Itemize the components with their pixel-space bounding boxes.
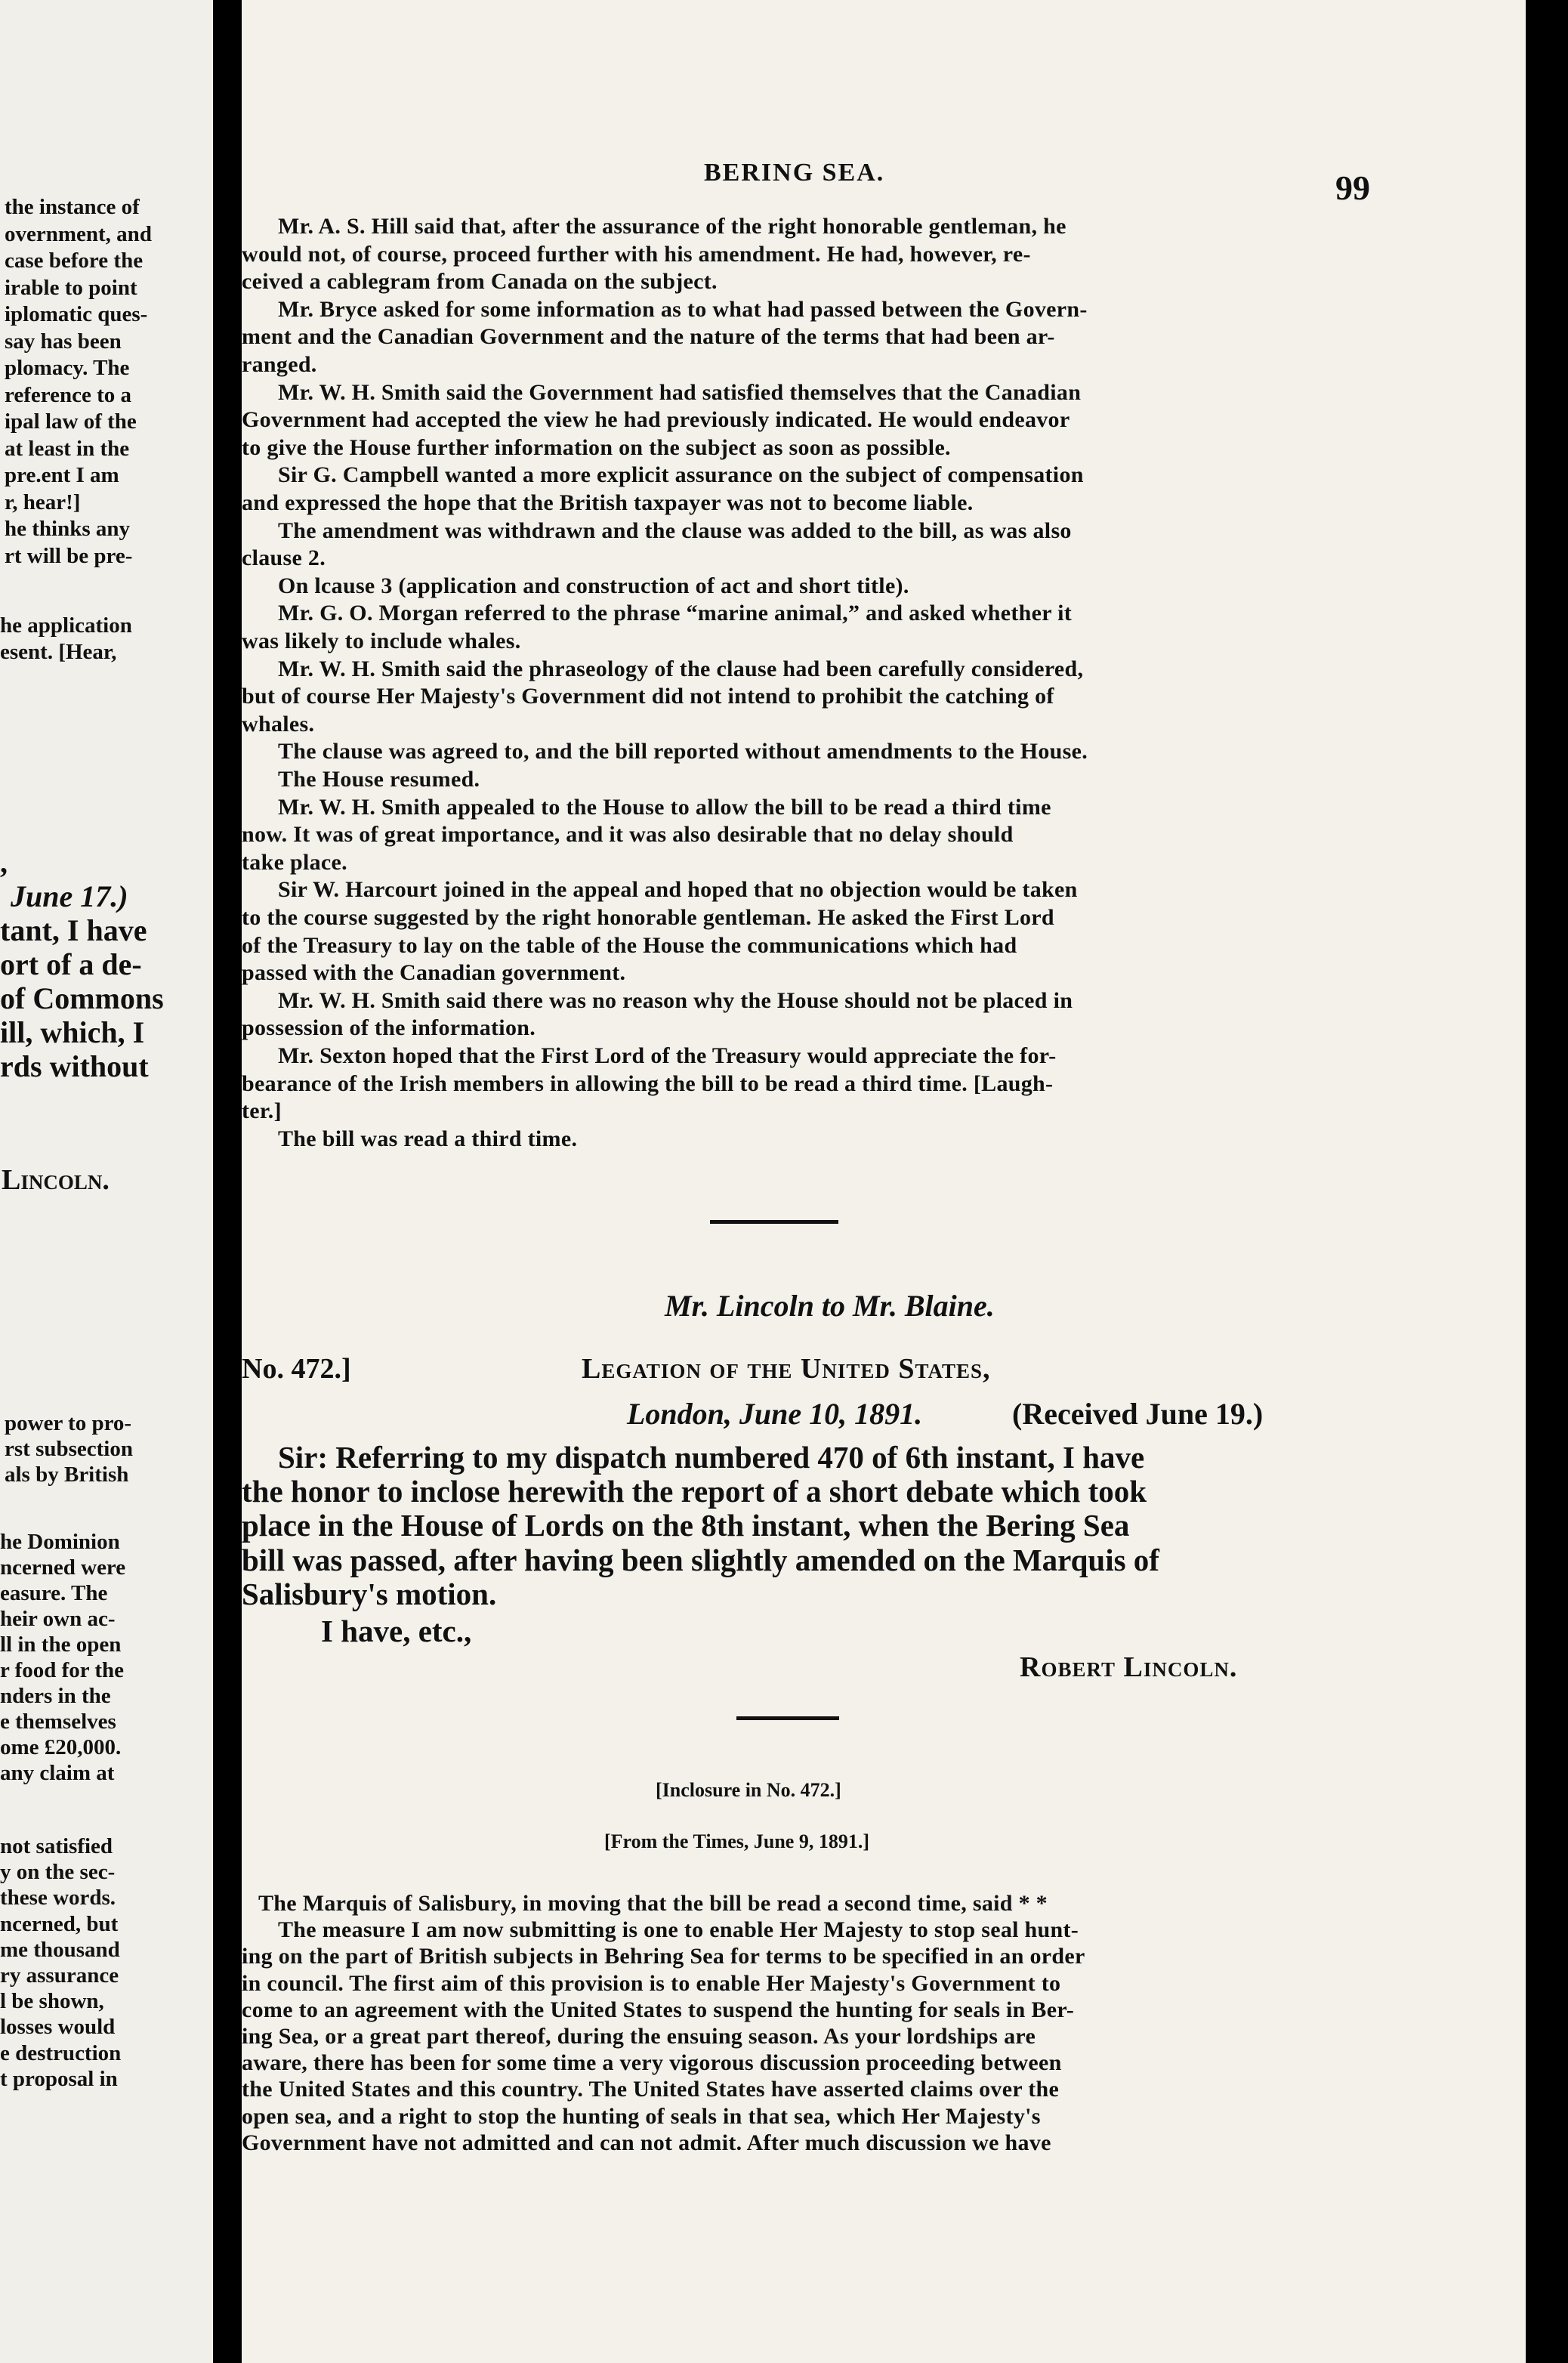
left-page-line: y on the sec-	[0, 1860, 116, 1885]
left-page-line: say has been	[5, 329, 122, 354]
debate-line: ment and the Canadian Government and the nature of the terms that had been ar-	[242, 324, 1055, 350]
debate-line: passed with the Canadian government.	[242, 960, 626, 986]
debate-line: possession of the information.	[242, 1015, 536, 1041]
running-head: BERING SEA.	[704, 159, 885, 187]
debate-line: whales.	[242, 711, 315, 737]
debate-line: of the Treasury to lay on the table of the House the communications which had	[242, 932, 1017, 958]
received-date: (Received June 19.)	[1012, 1397, 1264, 1431]
left-page-line: iplomatic ques-	[5, 302, 148, 326]
left-page-line: heir own ac-	[0, 1607, 116, 1631]
left-page-line: rt will be pre-	[5, 543, 133, 568]
debate-line: was likely to include whales.	[242, 629, 521, 653]
speech-line: The Marquis of Salisbury, in moving that the bill be read a second time, said * *	[258, 1891, 1048, 1916]
left-page-line: pre.ent I am	[5, 463, 119, 487]
speech-line: come to an agreement with the United States to suspend the hunting for seals in Ber-	[242, 1997, 1075, 2022]
page-number: 99	[1335, 168, 1370, 207]
debate-line: Mr. W. H. Smith said the Government had satisfied themselves that the Canadian	[278, 379, 1082, 405]
debate-line: Mr. W. H. Smith said there was no reason why the House should not be placed in	[278, 987, 1073, 1013]
left-page-line: r food for the	[0, 1658, 125, 1682]
debate-line: Sir G. Campbell wanted a more explicit assurance on the subject of compensation	[278, 462, 1084, 488]
left-page-line: he thinks any	[5, 517, 131, 541]
left-page-line: these words.	[0, 1886, 116, 1910]
dateline: London, June 10, 1891.	[627, 1397, 923, 1431]
debate-line: now. It was of great importance, and it was also desirable that no delay should	[242, 822, 1014, 848]
left-page-line: ipal law of the	[5, 409, 137, 434]
debate-line: clause 2.	[242, 545, 326, 571]
signature: Robert Lincoln.	[1020, 1651, 1238, 1683]
debate-line: and expressed the hope that the British taxpayer was not to become liable.	[242, 490, 974, 515]
left-page-line: ncerned were	[0, 1555, 126, 1580]
left-page-line: plomacy. The	[5, 356, 130, 380]
left-page-line: t proposal in	[0, 2066, 118, 2091]
left-page-signature: Lincoln.	[2, 1164, 110, 1196]
left-page-line: rds without	[0, 1049, 149, 1083]
debate-line: Government had accepted the view he had previously indicated. He would endeavor	[242, 407, 1070, 433]
debate-line: The clause was agreed to, and the bill reported without amendments to the House.	[278, 739, 1088, 764]
left-page-line: the instance of	[5, 195, 140, 219]
debate-line: take place.	[242, 849, 347, 875]
section-rule-2	[736, 1716, 839, 1720]
speech-line: open sea, and a right to stop the hunting of seals in that sea, which Her Majesty's	[242, 2103, 1041, 2129]
legation-line: Legation of the United States,	[582, 1353, 991, 1385]
left-page-line: nders in the	[0, 1684, 111, 1708]
debate-line: Mr. Sexton hoped that the First Lord of the Treasury would appreciate the for-	[278, 1043, 1057, 1068]
left-page-line: l be shown,	[0, 1989, 104, 2014]
debate-line: ceived a cablegram from Canada on the subject.	[242, 269, 718, 295]
debate-line: Sir W. Harcourt joined in the appeal and hoped that no objection would be taken	[278, 877, 1078, 903]
debate-line: but of course Her Majesty's Government did not intend to prohibit the catching of	[242, 684, 1054, 709]
left-page-line: r, hear!]	[5, 490, 81, 514]
left-page-line: ,	[0, 845, 8, 879]
debate-line: Mr. W. H. Smith appealed to the House to allow the bill to be read a third time	[278, 794, 1051, 820]
left-page-line: e themselves	[0, 1710, 116, 1734]
debate-line: On lcause 3 (application and construction of act and short title).	[278, 573, 909, 598]
debate-line: to the course suggested by the right honorable gentleman. He asked the First Lord	[242, 905, 1054, 930]
left-page-line: he application	[0, 613, 132, 638]
left-page-line: of Commons	[0, 981, 164, 1015]
letter-line: place in the House of Lords on the 8th instant, when the Bering Sea	[242, 1508, 1130, 1543]
left-page-line: irable to point	[5, 275, 137, 300]
left-page-line: any claim at	[0, 1761, 115, 1785]
left-page-line: e destruction	[0, 2040, 122, 2065]
debate-line: would not, of course, proceed further with his amendment. He had, however, re-	[242, 241, 1031, 267]
debate-line: Mr. A. S. Hill said that, after the assurance of the right honorable gentleman, he	[278, 214, 1066, 239]
speech-line: aware, there has been for some time a very vigorous discussion proceeding between	[242, 2050, 1062, 2076]
previous-page-strip	[0, 0, 213, 2363]
left-page-line: als by British	[5, 1463, 129, 1487]
speech-line: ing on the part of British subjects in Behring Sea for terms to be specified in an order	[242, 1944, 1085, 1969]
left-page-line: he Dominion	[0, 1530, 120, 1554]
left-page-line: not satisfied	[0, 1834, 113, 1858]
left-page-line: power to pro-	[5, 1411, 132, 1435]
page-99	[242, 0, 1526, 2363]
left-page-line: rst subsection	[5, 1437, 133, 1461]
debate-line: ranged.	[242, 352, 317, 377]
closing: I have, etc.,	[321, 1614, 472, 1648]
left-page-line: ort of a de-	[0, 947, 142, 981]
left-page-line: easure. The	[0, 1581, 108, 1605]
left-page-line: overnment, and	[5, 221, 152, 246]
letter-line: bill was passed, after having been slightly amended on the Marquis of	[242, 1542, 1159, 1577]
left-page-line: tant, I have	[0, 913, 147, 947]
debate-line: to give the House further information on the subject as soon as possible.	[242, 434, 951, 460]
debate-line: Mr. G. O. Morgan referred to the phrase “marine animal,” and asked whether it	[278, 601, 1073, 626]
debate-line: ter.]	[242, 1098, 282, 1124]
letter-line: Sir: Referring to my dispatch numbered 470 of 6th instant, I have	[278, 1440, 1145, 1475]
speech-line: ing Sea, or a great part thereof, during the ensuing season. As your lordships are	[242, 2024, 1036, 2049]
left-page-line: ry assurance	[0, 1963, 119, 1988]
left-page-line: ome £20,000.	[0, 1735, 122, 1759]
source-note: [From the Times, June 9, 1891.]	[604, 1830, 869, 1852]
inclosure-note: [Inclosure in No. 472.]	[656, 1779, 841, 1801]
left-page-line: ill, which, I	[0, 1015, 145, 1049]
speech-line: Government have not admitted and can not admit. After much discussion we have	[242, 2130, 1051, 2155]
left-page-line: June 17.)	[11, 879, 128, 913]
debate-line: Mr. W. H. Smith said the phraseology of the clause had been carefully considered,	[278, 656, 1084, 681]
left-page-line: me thousand	[0, 1937, 120, 1962]
speech-line: in council. The first aim of this provision is to enable Her Majesty's Government to	[242, 1970, 1061, 1996]
left-page-line: esent. [Hear,	[0, 640, 117, 664]
speech-line: The measure I am now submitting is one to enable Her Majesty to stop seal hunt-	[278, 1917, 1079, 1943]
left-page-line: at least in the	[5, 436, 130, 461]
left-page-line: case before the	[5, 249, 144, 273]
left-page-line: ncerned, but	[0, 1911, 119, 1936]
left-page-line: reference to a	[5, 382, 131, 407]
letter-heading: Mr. Lincoln to Mr. Blaine.	[665, 1289, 995, 1323]
dispatch-number: No. 472.]	[242, 1353, 351, 1385]
debate-line: Mr. Bryce asked for some information as to what had passed between the Govern-	[278, 296, 1088, 322]
left-page-line: losses would	[0, 2015, 116, 2040]
letter-line: Salisbury's motion.	[242, 1576, 497, 1611]
debate-line: The amendment was withdrawn and the clause was added to the bill, as was also	[278, 517, 1072, 543]
letter-line: the honor to inclose herewith the report of a short debate which took	[242, 1474, 1147, 1509]
left-page-line: ll in the open	[0, 1632, 122, 1657]
debate-line: bearance of the Irish members in allowing the bill to be read a third time. [Laugh-	[242, 1070, 1054, 1096]
debate-line: The bill was read a third time.	[278, 1126, 578, 1151]
debate-line: The House resumed.	[278, 767, 480, 792]
section-rule	[710, 1220, 838, 1224]
speech-line: the United States and this country. The United States have asserted claims over the	[242, 2077, 1060, 2102]
